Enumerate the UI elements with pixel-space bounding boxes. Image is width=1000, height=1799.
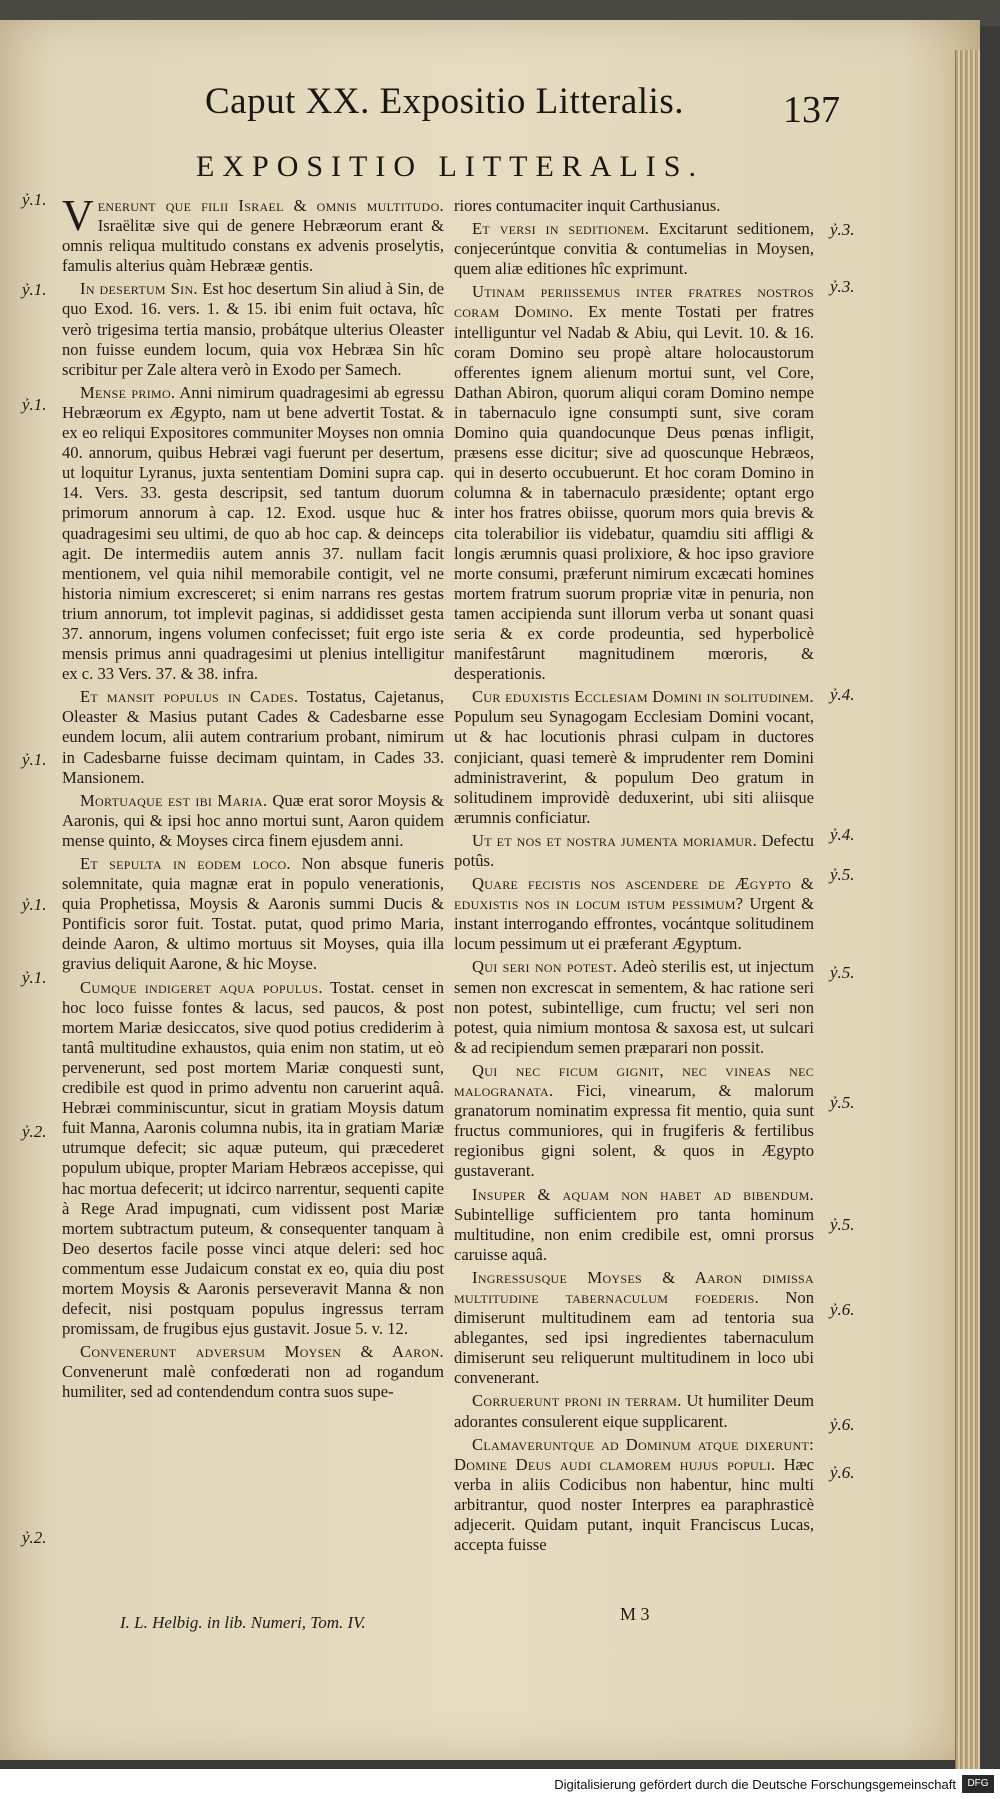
drop-capital: V xyxy=(62,191,94,240)
paragraph xyxy=(454,1391,814,1431)
verse-marker: ỷ.6. xyxy=(830,1463,855,1482)
paragraph xyxy=(454,196,814,216)
lemma: Et sepulta in eodem loco. xyxy=(80,854,291,873)
verse-marker: ỷ.4. xyxy=(830,825,855,844)
paragraph xyxy=(62,687,444,787)
paragraph xyxy=(454,219,814,279)
verse-marker: ỷ.5. xyxy=(830,1093,855,1112)
commentary: Fici, vinearum, & malorum granatorum nominatim expressa fit mentio, quia sunt fructus communiores, qui in frugiferis & fertilibus regionibus gigni solent, & quos in Ægypto gustaverant. xyxy=(454,1081,814,1181)
commentary: Hæc verba in aliis Codicibus non habentur, hinc multi arbitrantur, quod noster Interpres ea paraphrasticè adjecerit. Quidam putant, inquit Franciscus Lucas, accepta fuisse xyxy=(454,1454,814,1555)
lemma: enerunt que filii Israel & omnis multitudo. xyxy=(97,196,444,215)
verse-marker: ỷ.2. xyxy=(22,1528,47,1547)
lemma: Insuper & aquam non habet ad bibendum. xyxy=(472,1184,814,1204)
lemma: Corruerunt proni in terram. xyxy=(472,1391,682,1411)
paragraph xyxy=(454,874,814,954)
book-page xyxy=(0,20,980,1760)
paragraph xyxy=(454,1435,814,1556)
left-column xyxy=(62,191,444,1406)
catchword-line: I. L. Helbig. in lib. Numeri, Tom. IV. xyxy=(120,1613,366,1632)
lemma: Et mansit populus in Cades. xyxy=(80,687,299,707)
verse-marker: ỷ.2. xyxy=(22,1122,47,1141)
lemma: Qui seri non potest. xyxy=(472,957,618,977)
commentary: Defectu potûs. xyxy=(454,830,814,870)
lemma: Cumque indigeret aqua populus. xyxy=(80,977,323,997)
paragraph xyxy=(62,978,444,1340)
verse-marker: ỷ.1. xyxy=(22,895,47,914)
commentary: riores contumaciter inquit Carthusianus. xyxy=(454,196,721,215)
verse-marker: ỷ.1. xyxy=(22,280,47,299)
paragraph xyxy=(454,1268,814,1389)
paragraph xyxy=(454,1185,814,1265)
verse-marker: ỷ.5. xyxy=(830,963,855,982)
lemma: Clamaveruntque ad Dominum atque dixerunt: Domine Deus audi clamorem hujus populi. xyxy=(454,1434,814,1474)
commentary: Anni nimirum quadragesimi ab egressu Hebræorum ex Ægypto, nam ut bene advertit Tostat. & ex eo reliqui Expositores communiter Moyses non omnia 40. annorum, quibus Hebræi vagi fuerunt per desertum, ut loquitur Lyranus, juxta sententiam Domini supra cap. 14. Vers. 33. gesta descripsit, sed tantum duorum primorum annorum à cap. 12. Exod. usque huc & quadragesimi seu ultimi, de quo ab hoc cap. & deinceps agit. De intermediis autem annis 37. nullam facit mentionem, vel quia nihil memorabile contigit, vel ne historia nimium excresceret; si enim narrans res gestas trium annorum, tot implevit paginas, si addidisset gesta 37. annorum, ingens volumen confecisset; fuit ergo iste mensis primus anni quadragesimi ut plenius intelligitur ex c. 33 Vers. 37. & 38. infra. xyxy=(62,382,444,684)
lemma: Cur eduxistis Ecclesiam Domini in solitudinem. xyxy=(472,687,814,707)
verse-marker: ỷ.1. xyxy=(22,968,47,987)
commentary: Est hoc desertum Sin aliud à Sin, de quo Exod. 16. vers. 1. & 15. ibi enim fuit octava, hîc verò trigesima tertia mansio, probátque ulterius Oleaster non fuisse eundem locum, quia vox Hebræa Sin hîc scribitur per Zale altera verò in Exodo per Samech. xyxy=(62,279,444,379)
paragraph xyxy=(62,383,444,684)
verse-marker: ỷ.1. xyxy=(22,750,47,769)
commentary: Israëlitæ sive qui de genere Hebræorum erant & omnis reliqua multitudo constans ex advenis proselytis, famulis alterius quàm Hebrææ gentis. xyxy=(62,216,444,276)
commentary: Urgent & instant interrogando effrontes, vocántque solitudinem locum pessimum ut ei præferant Ægyptum. xyxy=(454,894,815,954)
lemma: Quare fecistis nos ascendere de Ægypto & eduxistis nos in locum istum pessimum? xyxy=(454,874,814,914)
page-edges xyxy=(955,50,980,1780)
commentary: Subintellige sufficientem pro tanta hominum multitudine, non enim credibile est, omni prorsus caruisse aquâ. xyxy=(454,1204,814,1264)
paragraph xyxy=(62,191,444,276)
digitization-footer xyxy=(0,1769,1000,1799)
verse-marker: ỷ.3. xyxy=(830,277,855,296)
verse-marker: ỷ.6. xyxy=(830,1300,855,1319)
paragraph xyxy=(454,831,814,871)
lemma: Qui nec ficum gignit, nec vineas nec malogranata. xyxy=(454,1060,814,1101)
lemma: Ingressusque Moyses & Aaron dimissa multitudine tabernaculum foederis. xyxy=(454,1267,814,1307)
commentary: Ut humiliter Deum adorantes consulerent eique supplicarent. xyxy=(454,1391,814,1431)
lemma: Utinam periissemus inter fratres nostros coram Domino. xyxy=(454,282,814,322)
commentary: Quæ erat soror Moysis & Aaronis, qui & ipsi hoc anno mortui sunt, Aaron quidem mense quinto, & Moyses circa finem ejusdem anni. xyxy=(62,790,444,850)
running-head: Caput XX. Expositio Litteralis. xyxy=(205,81,684,122)
paragraph xyxy=(454,957,814,1057)
verse-marker: ỷ.4. xyxy=(830,685,855,704)
verse-marker: ỷ.1. xyxy=(22,190,47,209)
paragraph xyxy=(62,854,444,975)
right-column xyxy=(454,196,814,1558)
lemma: Mense primo. xyxy=(80,382,176,402)
lemma: In desertum Sin. xyxy=(80,279,198,299)
verse-marker: ỷ.5. xyxy=(830,865,855,884)
commentary: Non dimiserunt multitudinem eam ad tentoria sua ablegantes, sed ipsi ingredientes tabernaculum dimiserunt seu reliquerunt multitudinem in loco ubi convenerant. xyxy=(454,1287,814,1388)
lemma: Convenerunt adversum Moysen & Aaron. xyxy=(80,1342,444,1362)
paragraph xyxy=(62,1342,444,1402)
dfg-logo: DFG xyxy=(962,1775,994,1793)
commentary: Adeò sterilis est, ut injectum semen non excrescat in sementem, & hac ratione seri non potest, subintellige, cum fructu; vel seri non potest, quia nimium montosa & saxosa est, ut sulcari & ad recipiendum semen præparari non possit. xyxy=(454,957,814,1057)
paragraph xyxy=(454,282,814,684)
paragraph xyxy=(62,791,444,851)
funding-credit: Digitalisierung gefördert durch die Deutsche Forschungsgemeinschaft xyxy=(554,1777,956,1792)
commentary: Convenerunt malè confœderati non ad rogandum humiliter, sed ad contendendum contra suos supe- xyxy=(62,1362,444,1402)
paragraph xyxy=(454,687,814,828)
signature-mark: M 3 xyxy=(620,1604,650,1624)
paragraph xyxy=(62,279,444,379)
commentary: Tostatus, Cajetanus, Oleaster & Masius putant Cades & Cadesbarne esse eundem locum, alii autem contrarium probant, nimirum in Cadesbarne fuisse decimam quintam, in Cades 33. Mansionem. xyxy=(62,687,444,787)
page-number: 137 xyxy=(783,89,840,131)
lemma: Et versi in seditionem. xyxy=(472,219,650,239)
commentary: Excitarunt seditionem, conjecerúntque convitia & contumelias in Moysen, quem aliæ editiones hîc exprimunt. xyxy=(454,219,814,279)
verse-marker: ỷ.1. xyxy=(22,395,47,414)
verse-marker: ỷ.5. xyxy=(830,1215,855,1234)
commentary: Tostat. censet in hoc loco fuisse fontes & lacus, sed paucos, & post mortem Mariæ desiccatos, sive quod potius crediderim à tantâ multitudine exhaustos, quia enim non statim, ut eò pervenerunt, sed post mortem Mariæ conquesti sunt, credibile est quod in primo adventu non caruerint aquâ. Hebræi comminiscuntur, sicut in gratiam Moysis datum fuit Manna, Aaronis columna nubis, ita in gratiam Mariæ utrumque defecit; sic aquæ puteum, qui præcederet populum ubique, propter Mariam Hebræos accepisse, qui hac mortua defecerit; ut idcirco narrentur, sequenti capite à Rege Arad impugnati, cum vidissent post Mariæ mortem subtractum puteum, & consequenter tanquam à Deo desertos facile posse vinci atque deleri: sed hoc commentum esse Judaicum constat ex eo, quia diu post mortem Moysis & Aaronis perseveravit Manna & non defecit, nisi postquam populus ingressus terram promissam, de frugibus ejus gustavit. Josue 5. v. 12. xyxy=(62,977,444,1339)
verse-marker: ỷ.6. xyxy=(830,1415,855,1434)
section-title: EXPOSITIO LITTERALIS. xyxy=(196,150,704,183)
commentary: Ex mente Tostati per fratres intelliguntur vel Nadab & Abiu, qui Levit. 10. & 16. coram Domino seu propè altare holocaustorum offerentes ignem alienum mortui sunt, vel Core, Dathan Abiron, quorum aliqui coram Domino nempe in tabernaculo igne consumpti sunt, sive coram Domino quia quandocunque Deus pœnas infligit, præsens esse dicitur; sive ad quoscunque Hebræos, qui in deserto occubuerunt. Et hoc coram Domino in columna & in tabernaculo præsidente; optant ergo inter hos fratres obiisse, quorum mors quia brevis & cita tolerabilior iis videbatur, quamdiu siti affligi & longis ærumnis quasi prolixiore, & hoc ipso graviore morte consumi, præferunt nimirum excæcati homines mortem fratrum suorum propriæ vitæ in penuria, non tamen accipienda sunt illorum verba ut sonant quasi seria & ex corde prodeuntia, sed hyperbolicè manifestârunt magnitudinem mœroris, & desperationis. xyxy=(454,302,814,684)
lemma: Mortuaque est ibi Maria. xyxy=(80,790,268,810)
paragraph xyxy=(454,1061,814,1182)
verse-marker: ỷ.3. xyxy=(830,220,855,239)
lemma: Ut et nos et nostra jumenta moriamur. xyxy=(472,830,758,850)
commentary: Populum seu Synagogam Ecclesiam Domini vocant, ut & hac locutionis phrasi culpam in ductores conjiciant, quasi temerè & imprudenter rem Domini administraverint, & populum Deo gratum in solitudinem improvidè deduxerint, ubi siti aliisque ærumnis conficiatur. xyxy=(454,707,814,827)
commentary: Non absque funeris solemnitate, quia magnæ erat in populo venerationis, quia Prophetissa, Moysis & Aaronis summi Ducis & Pontificis soror fuit. Tostat. putat, quod primo Maria, deinde Aaron, & ultimo mortuus sit Moyses, quia illa gravius deliquit Aarone, & hic Moyse. xyxy=(62,854,444,974)
